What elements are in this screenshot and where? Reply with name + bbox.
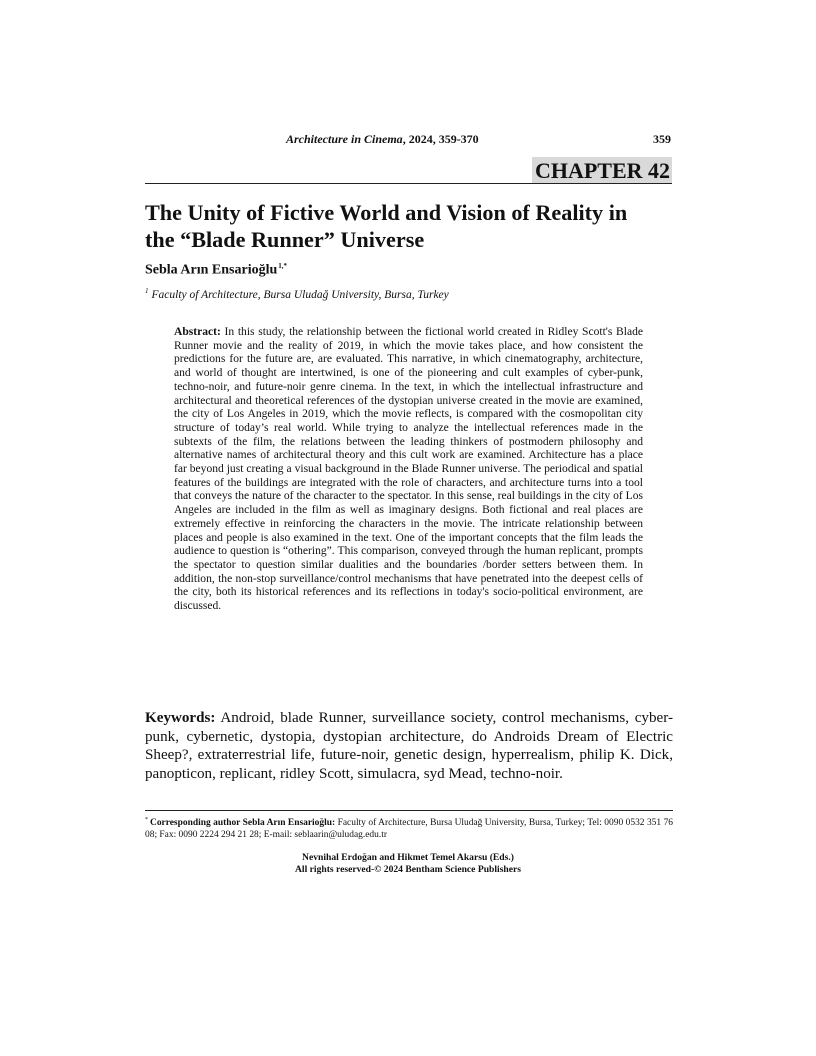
journal-citation bbox=[286, 132, 479, 147]
keywords-text: Android, blade Runner, surveillance society, control mechanisms, cyber-punk, cybernetic, dystopia, dystopian architecture, do Androids Dream of Electric Sheep?, extraterrestrial life, future-noir, genetic design, hyperrealism, philip K. Dick, panopticon, replicant, ridley Scott, simulacra, syd Mead, techno-noir. bbox=[145, 710, 673, 782]
author bbox=[145, 262, 287, 279]
footnote-label: Corresponding author Sebla Arın Ensarioğlu: bbox=[150, 818, 336, 829]
rights-line: All rights reserved-© 2024 Bentham Science Publishers bbox=[294, 864, 522, 875]
affiliation-mark: 1 bbox=[145, 287, 149, 295]
affiliation-text: Faculty of Architecture, Bursa Uludağ University, Bursa, Turkey bbox=[151, 288, 449, 301]
footnote bbox=[145, 814, 673, 841]
abstract bbox=[174, 326, 643, 614]
footnote-divider bbox=[145, 810, 673, 811]
author-name: Sebla Arın Ensarioğlu bbox=[145, 262, 278, 278]
abstract-label: Abstract: bbox=[174, 326, 221, 338]
footnote-text: Faculty of Architecture, Bursa Uludağ University, Bursa, Turkey; Tel: 0090 0532 351 76 08; Fax: 0090 2224 294 21 28; E-mail: seblaarin@uludag.edu.tr bbox=[145, 818, 674, 841]
keywords-label: Keywords: bbox=[145, 710, 216, 726]
chapter-title bbox=[145, 199, 680, 253]
affiliation bbox=[145, 287, 449, 301]
author-marks: 1,* bbox=[278, 262, 288, 270]
page-number: 359 bbox=[653, 132, 671, 146]
journal-details: , 2024, 359-370 bbox=[402, 132, 479, 146]
chapter-title-line-1: The Unity of Fictive World and Vision of Reality in bbox=[145, 200, 628, 225]
abstract-text: In this study, the relationship between the fictional world created in Ridley Scott's Blade Runner movie and the reality of 2019, in which the movie takes place, and how consistent the predictions for the future are, are evaluated. This narrative, in which cinematography, architecture, and world of thought are intertwined, is one of the pioneering and cult examples of cyber-punk, techno-noir, and future-noir genre cinema. In the text, in which the intellectual infrastructure and architectural and theoretical references of the dystopian universe created in the movie are examined, the city of Los Angeles in 2019, which the movie reflects, is compared with the cosmopolitan city structure of today’s real world. While trying to analyze the intellectual references made in the subtexts of the film, the relations between the leading thinkers of postmodern philosophy and alternative names of architectural theory and this cult work are examined. Architecture has a place far beyond just creating a visual background in the Blade Runner universe. The periodical and spatial features of the buildings are integrated with the role of characters, and architecture turns into a tool that conveys the nature of the character to the spectator. In this sense, real buildings in the city of Los Angeles are included in the film as well as imaginary designs. Both fictional and real places are extremely effective in reinforcing the characters in the movie. The intricate relationship between places and people is also examined in the text. One of the important concepts that the film leads the audience to question is “othering”. This comparison, conveyed through the human replicant, prompts the spectator to question similar dualities and the boundaries /border setters between them. In addition, the non-stop surveillance/control mechanisms that have penetrated into the deepest cells of the city, both its historical references and its reflections in today's socio-political environment, are discussed. bbox=[174, 326, 643, 613]
editors-line: Nevnihal Erdoğan and Hikmet Temel Akarsu (Eds.) bbox=[302, 852, 514, 863]
chapter-label: CHAPTER 42 bbox=[532, 157, 672, 183]
publisher-info bbox=[0, 852, 816, 876]
keywords bbox=[145, 709, 673, 783]
journal-title: Architecture in Cinema bbox=[286, 132, 403, 146]
chapter-divider bbox=[145, 183, 672, 184]
footnote-mark: * bbox=[145, 817, 148, 823]
running-head bbox=[0, 132, 816, 148]
chapter-title-line-2: the “Blade Runner” Universe bbox=[145, 227, 425, 252]
